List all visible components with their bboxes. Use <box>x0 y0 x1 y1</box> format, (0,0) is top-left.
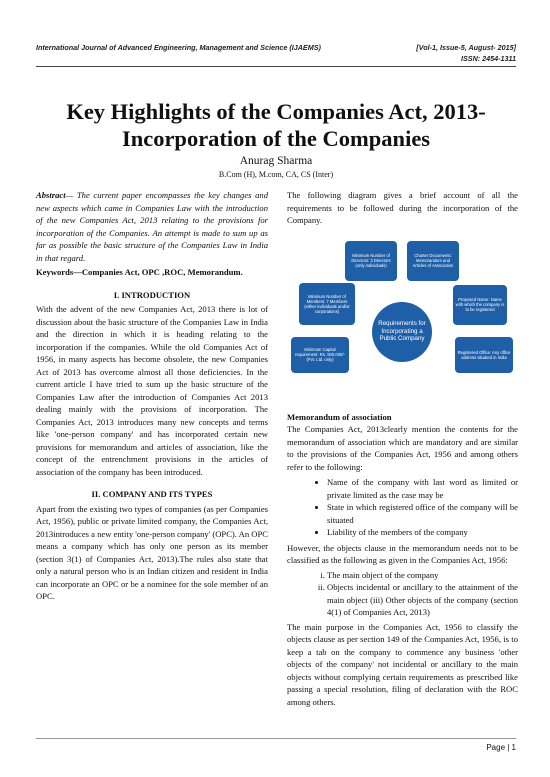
diagram-node-members: Minimum Number of Members: 7 Members (either individuals and/or corporations) <box>299 283 355 325</box>
abstract <box>36 189 268 264</box>
objects-list <box>287 569 518 619</box>
memorandum-bullets <box>287 476 518 539</box>
abstract-label: Abstract <box>36 190 66 200</box>
requirements-diagram <box>287 233 518 403</box>
section-1-text: With the advent of the new Companies Act, 2013 there is lot of discussion about the basic structure of the Companies Law in India and the direction in which it is heading relating to the incorporation if the companies. While the old Companies Act of 1956, in many aspects has become obsolete, the new Companies Act of 2013 has overcome almost all those deficiencies. In the current article I have tried to sum up the basic structure of the Companies Law after the introduction of Companies Act 2013 dealing mainly with the provisions of incorporation. The Companies Act, 2013 introduces many new concepts and terms like 'one-person company' and has incorporated certain new provisions for memorandum and articles of association, like the concept of the entrenchment provisions in the articles of association of the company has been introduced. <box>36 304 268 477</box>
memorandum-heading: Memorandum of association <box>287 411 392 422</box>
right-column <box>287 189 518 708</box>
diagram-node-capital: Minimum Capital requirement: Rs. 500,000/- (Pvt. Ltd. only) <box>291 337 349 373</box>
diagram-node-directors: Minimum Number of Directors: 3 Directors (only individuals) <box>345 241 397 281</box>
section-2-text: Apart from the existing two types of companies (as per Companies Act, 1956), public or private limited company, the Companies Act, 2013introduces a new entity 'one-person company' (OPC). An OPC means a company which has only one person as its member (section 3(1) of Companies Act, 2013).The rules also state that only a natural person who is an Indian citizen and resident in India can incorporate an OPC or be a nominee for the sole member of an OPC. <box>36 503 268 601</box>
keywords: Keywords—Companies Act, OPC ,ROC, Memorandum. <box>36 267 243 277</box>
diagram-center-node: Requirements for Incorporating a Public Company <box>372 302 432 362</box>
abstract-text: — The current paper encompasses the key changes and new aspects which came in Companies Law with the introduction of the new Companies Act, 2013 relating to the provisions for incorporation of the Companies. An attempt is made to sum up as far as possible the basic structure of the Companies Law in India in that regard. <box>36 190 268 263</box>
footer-divider <box>36 738 516 739</box>
section-1-heading: I. INTRODUCTION <box>113 289 191 300</box>
diagram-node-name: Proposed Name: Name with which the company is to be registered <box>453 285 507 325</box>
list-item: • Liability of the members of the company <box>327 526 518 539</box>
section-2-heading: II. COMPANY AND ITS TYPES <box>91 489 213 499</box>
header-divider <box>36 66 516 67</box>
objects-text: However, the objects clause in the memorandum needs not to be classified as the following as given in the Companies Act, 1956: <box>287 542 518 565</box>
list-item: • Name of the company with last word as limited or private limited as the case may be <box>327 476 518 501</box>
page-number: Page | 1 <box>486 743 516 752</box>
author-name: Anurag Sharma <box>239 155 313 167</box>
issn: ISSN: 2454-1311 <box>460 54 516 63</box>
list-item: i. The main object of the company <box>327 569 518 582</box>
diagram-intro: The following diagram gives a brief account of all the requirements to be followed during the incorporation of the Company. <box>287 190 518 225</box>
diagram-node-charter: Charter Documents: Memorandum and Articles of Association <box>407 241 459 281</box>
final-text: The main purpose in the Companies Act, 1956 to classify the objects clause as per section 149 of the Companies Act, 1956, is to keep a tab on the company to commence any business 'other objects of the company' not incidental or ancillary to the main objects without complying certain requirements as prescribed like passing a special resolution, filing of declaration with the ROC among others. <box>287 621 518 707</box>
list-item: ii. Objects incidental or ancillary to the attainment of the main object (iii) Other objects of the company (section 4(1) of Companies Act, 2013) <box>327 581 518 619</box>
diagram-node-office: Registered Office: Any office address situated in India <box>455 337 513 373</box>
memorandum-text: The Companies Act, 2013clearly mention the contents for the memorandum of association which are mandatory and are similar to the provisions of the Companies Act, 1956 and among others refer to the following: <box>287 424 518 472</box>
left-column <box>36 189 268 603</box>
paper-title: Key Highlights of the Companies Act, 2013- Incorporation of the Companies <box>66 99 486 151</box>
journal-name: International Journal of Advanced Engineering, Management and Science (IJAEMS) <box>36 43 321 52</box>
volume-info: [Vol-1, Issue-5, August- 2015] <box>416 43 516 52</box>
list-item: • State in which registered office of the company will be situated <box>327 501 518 526</box>
author-credentials: B.Com (H), M.com, CA, CS (Inter) <box>218 170 334 179</box>
